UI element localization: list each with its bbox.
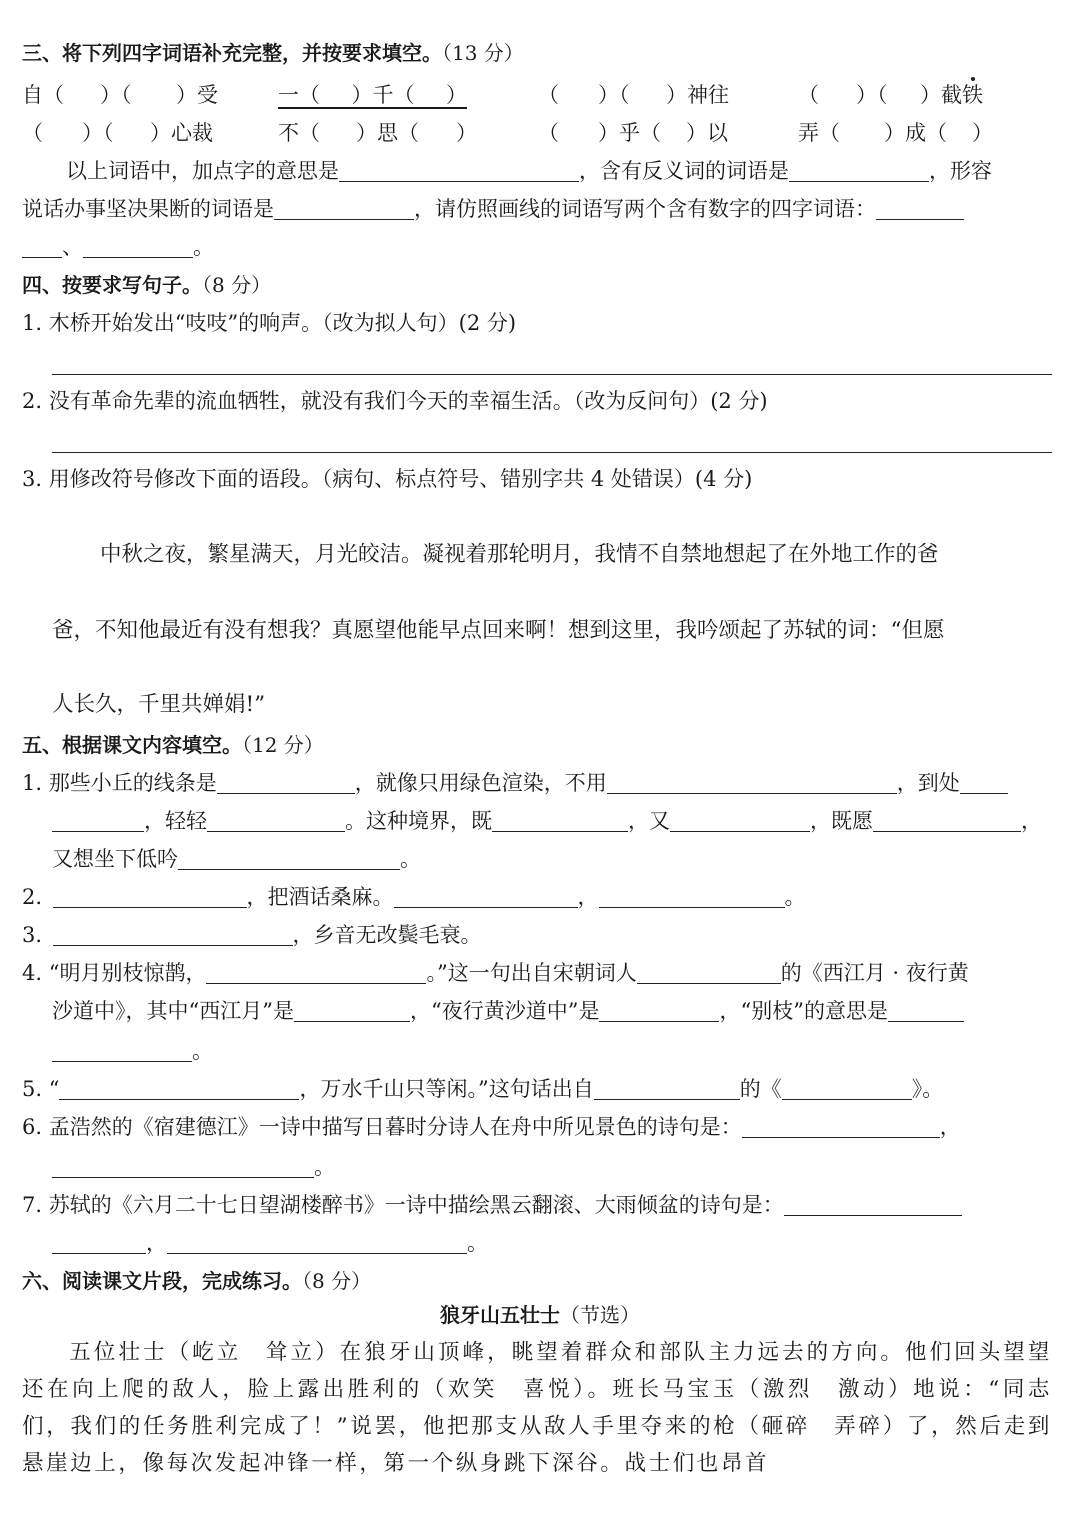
idiom-text: ）（ bbox=[100, 83, 132, 107]
answer-blank[interactable] bbox=[274, 197, 414, 220]
answer-blank[interactable] bbox=[206, 961, 426, 984]
answer-blank[interactable] bbox=[207, 809, 345, 832]
idiom-text: 不（ bbox=[278, 121, 320, 145]
s5-question-7: 7. 苏轼的《六月二十七日望湖楼醉书》一诗中描绘黑云翻滚、大雨倾盆的诗句是： bbox=[22, 1190, 962, 1220]
idiom-text: 弄（ bbox=[798, 121, 840, 145]
answer-blank[interactable] bbox=[294, 999, 410, 1022]
edit-passage-line-1: 中秋之夜，繁星满天，月光皎洁。凝视着那轮明月，我情不自禁地想起了在外地工作的爸 bbox=[100, 542, 939, 567]
answer-blank[interactable] bbox=[742, 1115, 940, 1138]
answer-blank[interactable] bbox=[599, 999, 719, 1022]
answer-blank[interactable] bbox=[53, 923, 293, 946]
idiom-text: ） bbox=[456, 121, 477, 145]
s5-question-7-end: ， 。 bbox=[52, 1228, 488, 1258]
s3-question-line-3: 、 。 bbox=[22, 232, 214, 262]
underlined-idiom: 一（ ）千（ ） bbox=[278, 83, 467, 107]
s5-question-1: 1. 那些小丘的线条是 ，就像只用绿色渲染，不用 ，到处 bbox=[22, 768, 1008, 798]
idiom-text: ）（ bbox=[82, 121, 114, 145]
s5-question-4-end: 。 bbox=[52, 1036, 213, 1066]
s3-question-line-1: 以上词语中，加点字的意思是 ，含有反义词的词语是 ，形容 bbox=[66, 159, 992, 183]
s4-question-3: 3. 用修改符号修改下面的语段。（病句、标点符号、错别字共 4 处错误）(4 分) bbox=[22, 467, 753, 491]
idiom-text: ）思（ bbox=[356, 121, 419, 145]
idiom-text: ）截铁 bbox=[920, 83, 983, 107]
answer-blank[interactable] bbox=[52, 1039, 192, 1062]
idiom-text: （ bbox=[538, 83, 559, 107]
idiom-text: ）（ bbox=[856, 83, 888, 107]
s5-question-4: 4. “明月别枝惊鹊， 。”这一句出自宋朝词人 的《西江月 · 夜行黄 bbox=[22, 961, 969, 985]
answer-blank[interactable] bbox=[607, 771, 897, 794]
s4-question-2: 2. 没有革命先辈的流血牺牲，就没有我们今天的幸福生活。（改为反问句）(2 分) bbox=[22, 389, 768, 413]
answer-blank[interactable] bbox=[873, 809, 1021, 832]
answer-blank[interactable] bbox=[83, 235, 193, 258]
idiom-text: 自（ bbox=[22, 83, 64, 107]
answer-blank[interactable] bbox=[52, 1155, 314, 1178]
idiom-text: ）成（ bbox=[884, 121, 947, 145]
section-4-heading: 四、按要求写句子。（8 分） bbox=[22, 273, 272, 297]
s5-question-5: 5. “ ，万水千山只等闲。”这句话出自 的《 》。 bbox=[22, 1077, 944, 1101]
answer-blank[interactable] bbox=[178, 847, 400, 870]
answer-blank[interactable] bbox=[59, 1077, 299, 1100]
idiom-text: ）神往 bbox=[666, 83, 729, 107]
s3-question-line-2: 说话办事坚决果断的词语是 ，请仿照画线的词语写两个含有数字的四字词语： bbox=[22, 194, 964, 224]
idiom-text: （ bbox=[538, 121, 559, 145]
answer-blank[interactable] bbox=[594, 1077, 740, 1100]
passage-title: 狼牙山五壮士（节选） bbox=[440, 1303, 640, 1327]
answer-blank[interactable] bbox=[53, 885, 247, 908]
answer-blank[interactable] bbox=[784, 1193, 962, 1216]
answer-blank[interactable] bbox=[52, 809, 144, 832]
answer-line[interactable] bbox=[52, 452, 1052, 453]
edit-passage-line-2: 爸，不知他最近有没有想我？真愿望他能早点回来啊！想到这里，我吟颂起了苏轼的词：“但愿 bbox=[52, 618, 945, 643]
answer-blank[interactable] bbox=[339, 159, 579, 182]
section-5-heading: 五、根据课文内容填空。（12 分） bbox=[22, 733, 324, 757]
answer-blank[interactable] bbox=[789, 159, 929, 182]
answer-blank[interactable] bbox=[52, 1231, 146, 1254]
answer-blank[interactable] bbox=[637, 961, 781, 984]
s5-question-1-end: 又想坐下低吟 。 bbox=[52, 847, 421, 871]
section-3-heading: 三、将下列四字词语补充完整，并按要求填空。（13 分） bbox=[22, 41, 524, 65]
idiom-text: （ bbox=[798, 83, 819, 107]
s5-question-6: 6. 孟浩然的《宿建德江》一诗中描写日暮时分诗人在舟中所见景色的诗句是： ， bbox=[22, 1115, 961, 1139]
idiom-text: ）心裁 bbox=[150, 121, 213, 145]
idiom-text: （ bbox=[22, 121, 43, 145]
emphasis-dot: 铁 bbox=[962, 83, 983, 107]
s5-question-2: 2. ，把酒话桑麻。 ， 。 bbox=[22, 885, 806, 909]
answer-blank[interactable] bbox=[394, 885, 578, 908]
s4-question-1: 1. 木桥开始发出“吱吱”的响声。（改为拟人句）(2 分) bbox=[22, 311, 517, 335]
s5-question-3: 3. ，乡音无改鬓毛衰。 bbox=[22, 923, 482, 947]
section-6-heading: 六、阅读课文片段，完成练习。（8 分） bbox=[22, 1269, 372, 1293]
answer-blank[interactable] bbox=[888, 999, 964, 1022]
idiom-text: ） bbox=[972, 121, 993, 145]
answer-blank[interactable] bbox=[217, 771, 355, 794]
reading-passage: 五位壮士（屹立 耸立）在狼牙山顶峰，眺望着群众和部队主力远去的方向。他们回头望望还在向上爬的敌人，脸上露出胜利的（欢笑 喜悦）。班长马宝玉（激烈 激动）地说：“同志们，我们的任务胜利完成了！”说罢，他把那支从敌人手里夺来的枪（砸碎 弄碎）了，然后走到悬崖边上，像每次发起冲锋一样，第一个纵身跳下深谷。战士们也昂首 bbox=[22, 1340, 1052, 1476]
idiom-text: ）以 bbox=[686, 121, 728, 145]
answer-blank[interactable] bbox=[876, 197, 964, 220]
s5-question-1-cont: ，轻轻 。这种境界，既 ，又 ，既愿 ， bbox=[52, 806, 1042, 836]
answer-blank[interactable] bbox=[782, 1077, 912, 1100]
answer-blank[interactable] bbox=[167, 1231, 467, 1254]
answer-blank[interactable] bbox=[599, 885, 785, 908]
idiom-text: ）（ bbox=[598, 83, 630, 107]
s5-question-4-cont: 沙道中》，其中“西江月”是 ，“夜行黄沙道中”是 ，“别枝”的意思是 bbox=[52, 996, 964, 1026]
answer-blank[interactable] bbox=[670, 809, 810, 832]
answer-blank[interactable] bbox=[22, 235, 62, 258]
answer-blank[interactable] bbox=[492, 809, 628, 832]
answer-blank[interactable] bbox=[960, 771, 1008, 794]
answer-line[interactable] bbox=[52, 374, 1052, 375]
edit-passage-line-3: 人长久，千里共婵娟!” bbox=[52, 692, 266, 717]
idiom-text: ）受 bbox=[176, 83, 218, 107]
s5-question-6-end: 。 bbox=[52, 1152, 335, 1182]
idiom-text: ）乎（ bbox=[598, 121, 661, 145]
